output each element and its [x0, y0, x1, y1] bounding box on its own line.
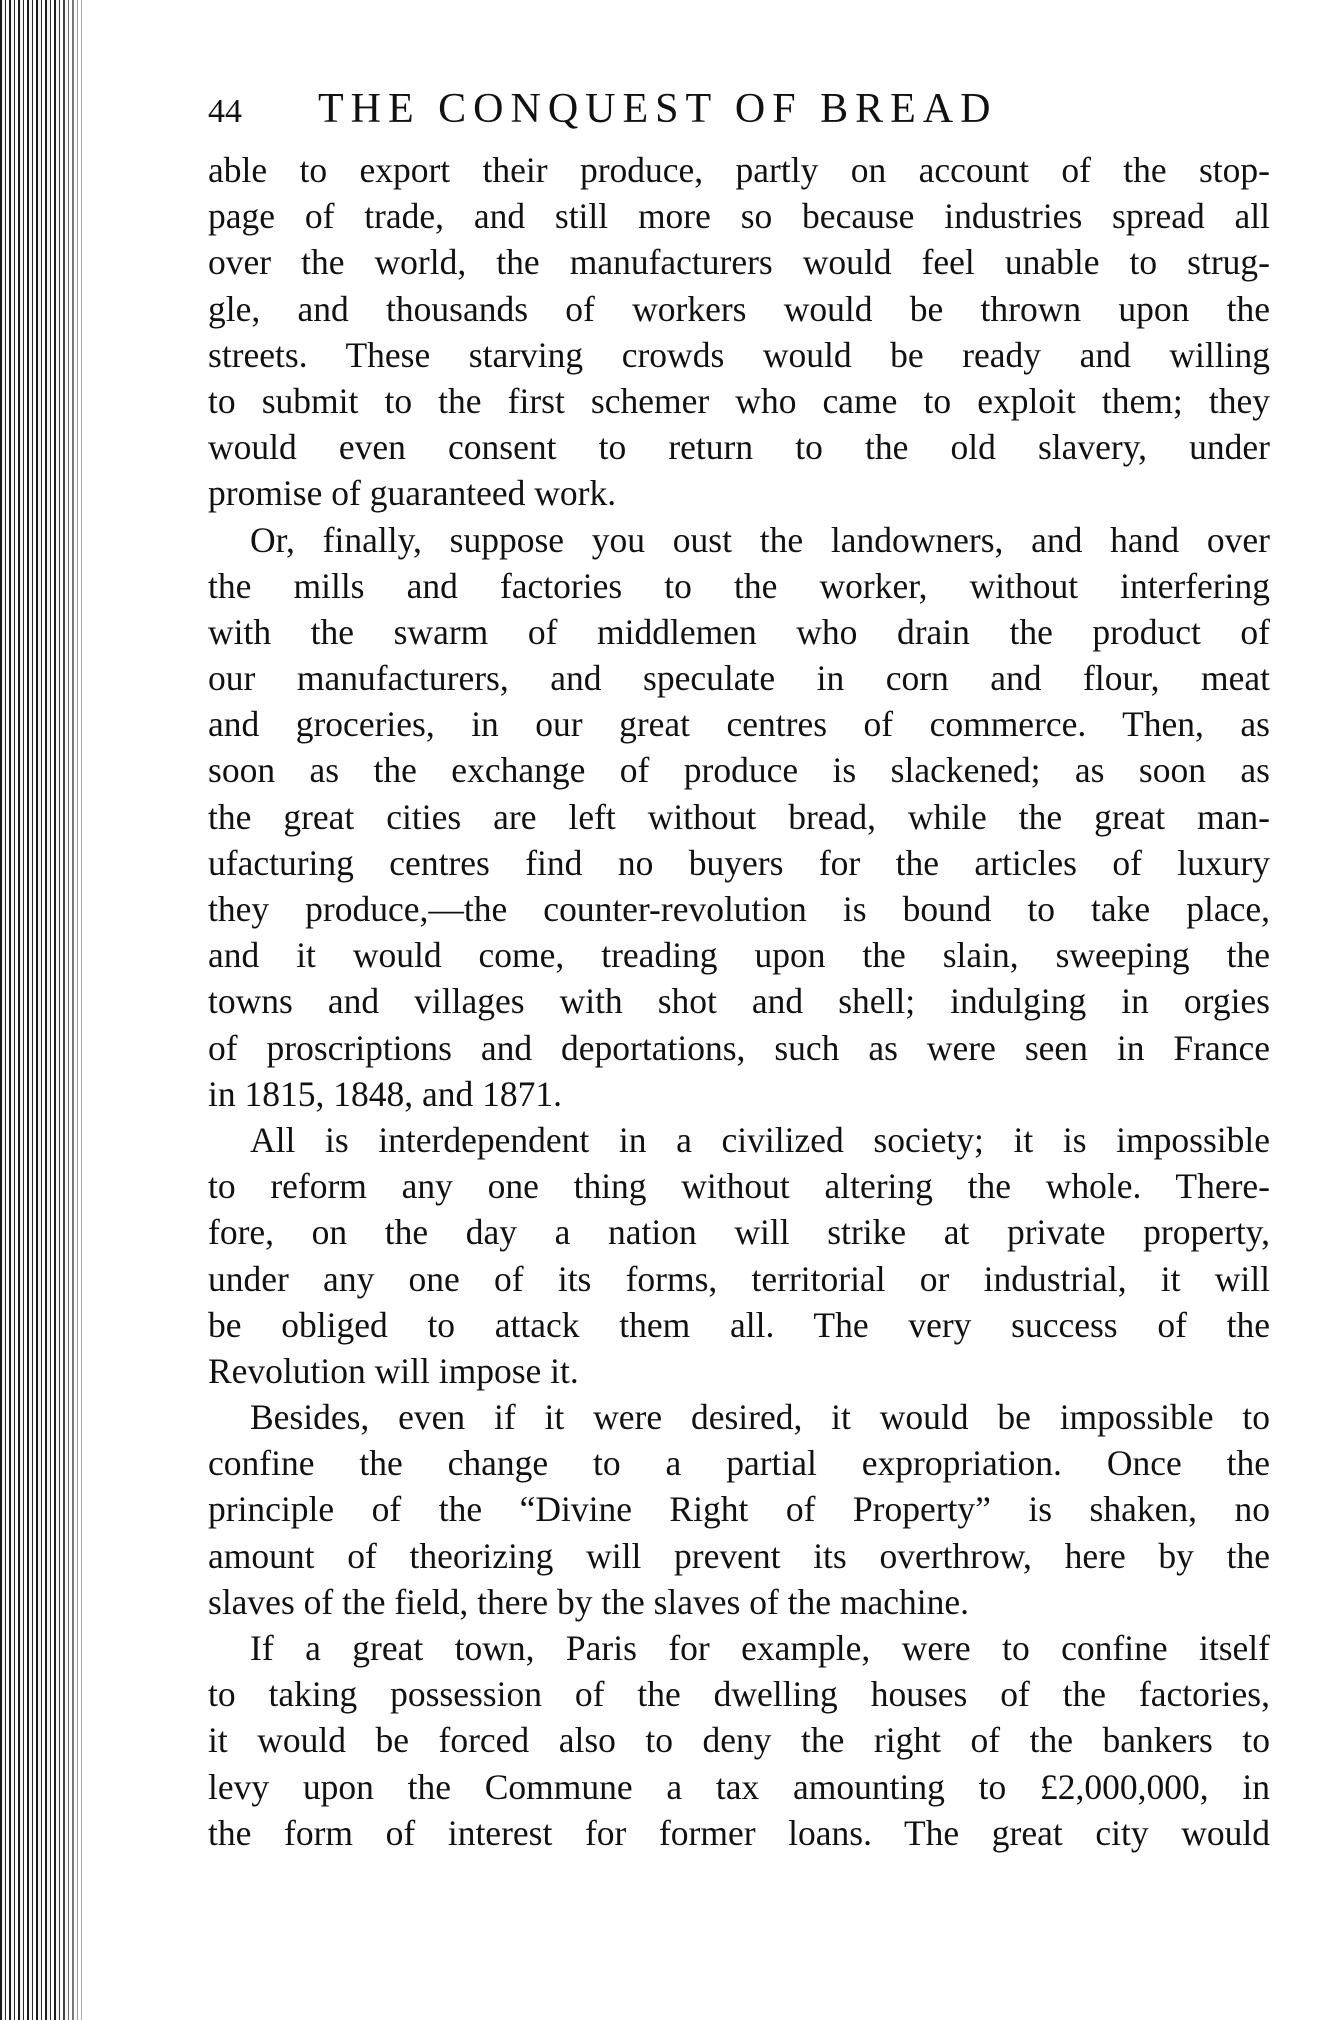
book-title: THE CONQUEST OF BREAD	[318, 86, 998, 132]
text-line: promise of guaranteed work.	[208, 473, 617, 514]
text-line: ufacturing centres find no buyers for the articles of luxury	[208, 842, 1270, 883]
text-line: be obliged to attack them all. The very success of the	[208, 1304, 1270, 1345]
text-line: and groceries, in our great centres of commerce. Then, as	[208, 704, 1270, 745]
paragraph	[208, 1117, 1270, 1394]
text-line: our manufacturers, and speculate in corn and flour, meat	[208, 658, 1270, 699]
text-line: slaves of the field, there by the slaves of the machine.	[208, 1581, 970, 1622]
book-page	[208, 85, 1270, 1856]
running-head	[208, 85, 1270, 143]
text-line: to taking possession of the dwelling houses of the factories,	[208, 1674, 1270, 1715]
text-line: All is interdependent in a civilized society; it is impossible	[250, 1119, 1270, 1160]
text-line: towns and villages with shot and shell; indulging in orgies	[208, 981, 1270, 1022]
text-line: streets. These starving crowds would be ready and willing	[208, 334, 1270, 375]
text-line: page of trade, and still more so because industries spread all	[208, 196, 1270, 237]
text-line: they produce,—the counter-revolution is bound to take place,	[208, 889, 1270, 929]
text-line: Or, finally, suppose you oust the landowners, and hand over	[250, 519, 1270, 560]
text-line: able to export their produce, partly on account of the stop-	[208, 150, 1270, 190]
text-line: amount of theorizing will prevent its overthrow, here by the	[208, 1535, 1270, 1576]
text-line: Revolution will impose it.	[208, 1350, 579, 1391]
text-line: and it would come, treading upon the slain, sweeping the	[208, 935, 1270, 976]
text-line: of proscriptions and deportations, such as were seen in France	[208, 1027, 1270, 1068]
text-line: the form of interest for former loans. The great city would	[208, 1812, 1270, 1853]
text-line: Besides, even if it were desired, it would be impossible to	[250, 1397, 1270, 1438]
text-line: the mills and factories to the worker, without interfering	[208, 565, 1270, 606]
text-line: with the swarm of middlemen who drain the product of	[208, 611, 1270, 652]
text-line: confine the change to a partial expropriation. Once the	[208, 1443, 1270, 1484]
text-line: in 1815, 1848, and 1871.	[208, 1073, 562, 1114]
text-line: the great cities are left without bread, while the great man-	[208, 796, 1270, 837]
paragraph	[208, 1394, 1270, 1625]
page-number: 44	[208, 93, 242, 130]
paragraph	[208, 147, 1270, 517]
text-line: to reform any one thing without altering the whole. There-	[208, 1166, 1270, 1207]
text-line: over the world, the manufacturers would feel unable to strug-	[208, 242, 1270, 283]
text-line: levy upon the Commune a tax amounting to £2,000,000, in	[208, 1766, 1270, 1807]
text-line: would even consent to return to the old slavery, under	[208, 427, 1270, 468]
text-line: If a great town, Paris for example, were to confine itself	[250, 1628, 1270, 1668]
text-line: to submit to the first schemer who came to exploit them; they	[208, 380, 1270, 421]
text-line: fore, on the day a nation will strike at private property,	[208, 1212, 1270, 1253]
text-line: it would be forced also to deny the right of the bankers to	[208, 1720, 1270, 1761]
text-line: soon as the exchange of produce is slackened; as soon as	[208, 750, 1270, 791]
book-binding-edge	[0, 0, 82, 2020]
text-line: gle, and thousands of workers would be thrown upon the	[208, 288, 1270, 329]
body-text	[208, 147, 1270, 1856]
text-line: under any one of its forms, territorial or industrial, it will	[208, 1258, 1270, 1299]
paragraph	[208, 1625, 1270, 1856]
text-line: principle of the “Divine Right of Property” is shaken, no	[208, 1489, 1270, 1530]
paragraph	[208, 517, 1270, 1117]
